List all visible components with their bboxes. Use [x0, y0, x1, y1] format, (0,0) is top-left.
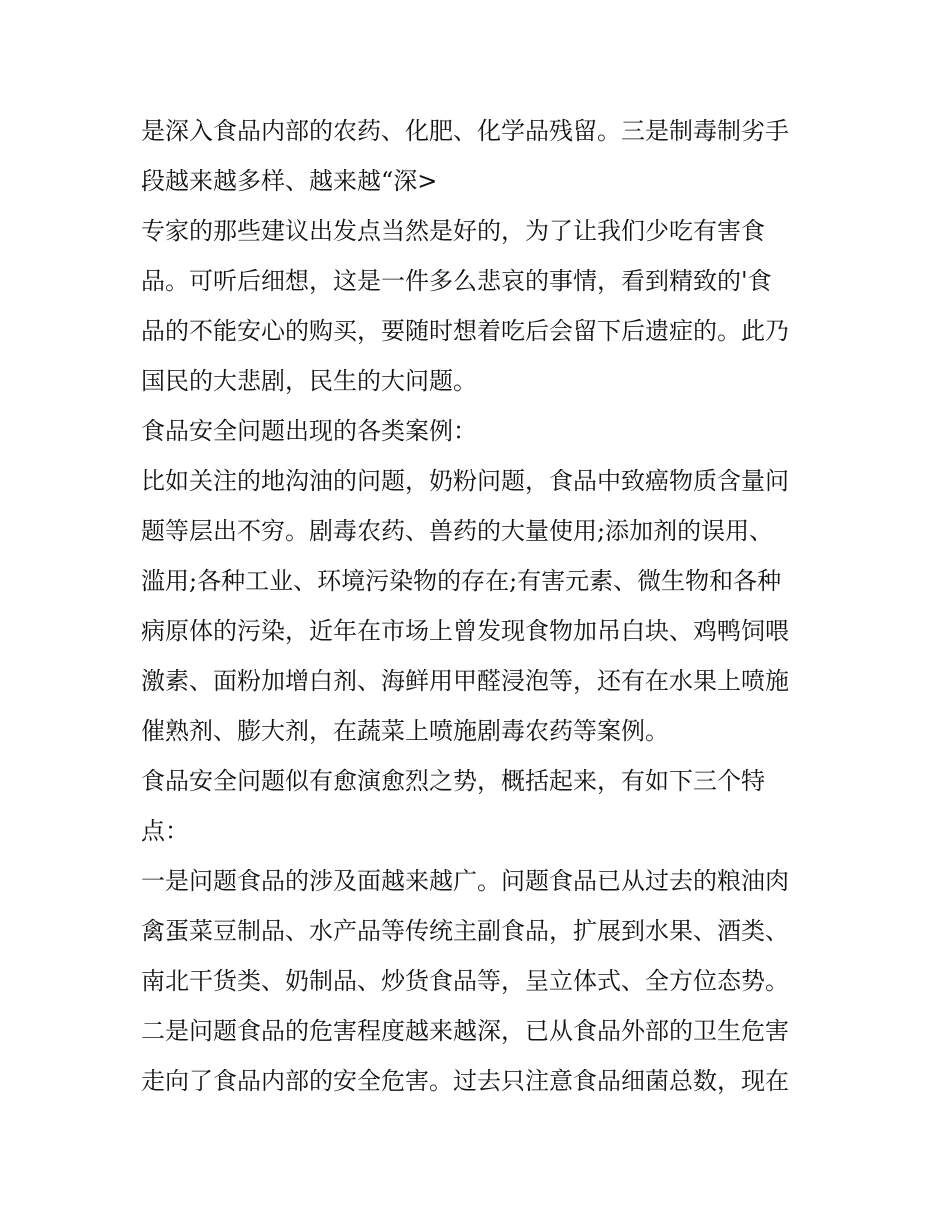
- text-line-3: 专家的那些建议出发点当然是好的，为了让我们少吃有害食: [141, 217, 765, 245]
- text-line-9: 题等层出不穷。剧毒农药、兽药的大量使用;添加剂的误用、: [141, 517, 774, 545]
- text-line-17: 禽蛋菜豆制品、水产品等传统主副食品，扩展到水果、酒类、: [141, 917, 789, 945]
- text-line-11: 病原体的污染，近年在市场上曾发现食物加吊白块、鸡鸭饲喂: [141, 617, 789, 645]
- text-line-1: 是深入食品内部的农药、化肥、化学品残留。三是制毒制劣手: [141, 117, 789, 145]
- text-line-14: 食品安全问题似有愈演愈烈之势，概括起来，有如下三个特: [141, 767, 765, 795]
- text-line-19: 二是问题食品的危害程度越来越深，已从食品外部的卫生危害: [141, 1017, 789, 1045]
- document-body: [141, 106, 821, 1106]
- text-line-8: 比如关注的地沟油的问题，奶粉问题，食品中致癌物质含量问: [141, 467, 789, 495]
- text-line-12: 激素、面粉加增白剂、海鲜用甲醛浸泡等，还有在水果上喷施: [141, 667, 789, 695]
- text-line-7: 食品安全问题出现的各类案例：: [141, 417, 477, 445]
- text-line-6: 国民的大悲剧，民生的大问题。: [141, 367, 477, 395]
- text-line-2: 段越来越多样、越来越“深>: [141, 167, 438, 195]
- text-line-13: 催熟剂、膨大剂，在蔬菜上喷施剧毒农药等案例。: [141, 717, 669, 745]
- text-line-20: 走向了食品内部的安全危害。过去只注意食品细菌总数，现在: [141, 1067, 789, 1095]
- text-line-10: 滥用;各种工业、环境污染物的存在;有害元素、微生物和各种: [141, 567, 782, 595]
- text-line-18: 南北干货类、奶制品、炒货食品等，呈立体式、全方位态势。: [141, 967, 789, 995]
- text-line-5: 品的不能安心的购买，要随时想着吃后会留下后遗症的。此乃: [141, 317, 789, 345]
- text-line-16: 一是问题食品的涉及面越来越广。问题食品已从过去的粮油肉: [141, 867, 789, 895]
- text-line-4: 品。可听后细想，这是一件多么悲哀的事情，看到精致的'食: [141, 267, 772, 295]
- text-line-15: 点：: [141, 817, 189, 845]
